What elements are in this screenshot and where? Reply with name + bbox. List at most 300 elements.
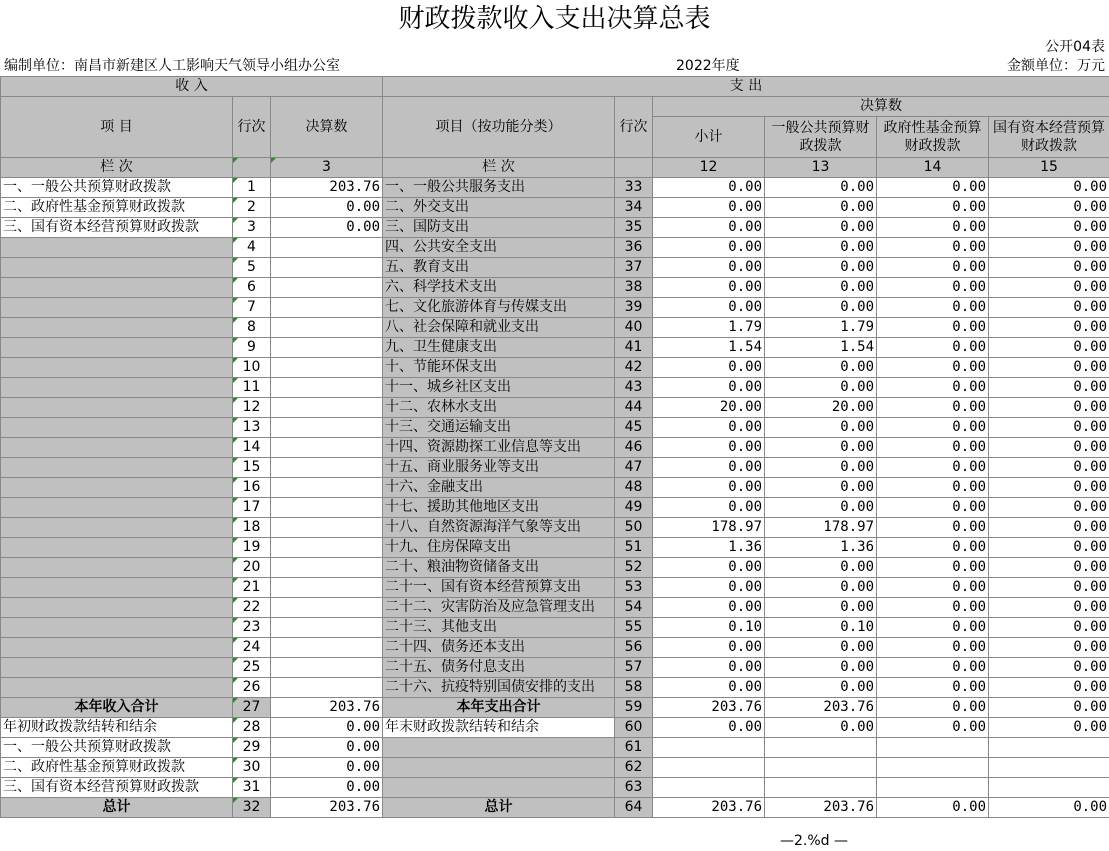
expense-value: 0.10 [653, 618, 765, 638]
income-amount: 203.76 [271, 178, 383, 198]
col-15: 15 [989, 158, 1109, 178]
expense-value: 178.97 [653, 518, 765, 538]
expense-value: 0.00 [765, 678, 877, 698]
expense-item: 二十一、国有资本经营预算支出 [383, 578, 615, 598]
row-no2-header: 行次 [615, 97, 653, 158]
expense-value [653, 738, 765, 758]
expense-value: 0.00 [765, 198, 877, 218]
expense-row-no: 48 [615, 478, 653, 498]
table-row [1, 238, 1109, 258]
expense-value: 0.00 [653, 558, 765, 578]
expense-value: 0.00 [765, 718, 877, 738]
expense-value: 0.00 [877, 658, 989, 678]
expense-row-no: 47 [615, 458, 653, 478]
table-row [1, 218, 1109, 238]
lanci-label: 栏 次 [1, 158, 233, 178]
expense-value [877, 758, 989, 778]
expense-item: 年末财政拨款结转和结余 [383, 718, 615, 738]
expense-value: 0.00 [877, 638, 989, 658]
expense-value: 0.00 [653, 718, 765, 738]
income-item: 三、国有资本经营预算财政拨款 [1, 218, 233, 238]
expense-item: 六、科学技术支出 [383, 278, 615, 298]
table-row [1, 338, 1109, 358]
expense-value: 0.00 [877, 258, 989, 278]
income-amount [271, 598, 383, 618]
expense-value: 0.00 [653, 298, 765, 318]
table-row [1, 318, 1109, 338]
expense-value: 0.00 [653, 178, 765, 198]
income-amount: 0.00 [271, 218, 383, 238]
report-year: 2022年度 [676, 58, 740, 74]
expense-item: 二十四、债务还本支出 [383, 638, 615, 658]
income-item [1, 438, 233, 458]
income-row-no: 26 [233, 678, 271, 698]
table-row [1, 698, 1109, 718]
expense-item: 二十六、抗疫特别国债安排的支出 [383, 678, 615, 698]
general-header: 一般公共预算财政拨款 [765, 117, 877, 158]
expense-row-no: 41 [615, 338, 653, 358]
expense-value: 0.00 [877, 478, 989, 498]
amount-header: 决算数 [271, 97, 383, 158]
row-no-header: 行次 [233, 97, 271, 158]
income-row-no: 24 [233, 638, 271, 658]
income-item [1, 498, 233, 518]
expense-value: 0.00 [765, 418, 877, 438]
income-item: 年初财政拨款结转和结余 [1, 718, 233, 738]
expense-value: 0.00 [765, 218, 877, 238]
expense-item: 八、社会保障和就业支出 [383, 318, 615, 338]
expense-item: 七、文化旅游体育与传媒支出 [383, 298, 615, 318]
expense-value: 0.00 [989, 478, 1109, 498]
expense-value: 0.00 [877, 178, 989, 198]
expense-value: 0.00 [653, 278, 765, 298]
expense-value: 0.00 [653, 218, 765, 238]
income-item: 二、政府性基金预算财政拨款 [1, 758, 233, 778]
page-title: 财政拨款收入支出决算总表 [398, 4, 711, 34]
expense-value: 0.00 [877, 218, 989, 238]
expense-value: 0.00 [877, 538, 989, 558]
expense-value: 0.00 [989, 698, 1109, 718]
expense-value: 20.00 [765, 398, 877, 418]
income-amount [271, 318, 383, 338]
table-row [1, 438, 1109, 458]
expense-value: 0.00 [765, 638, 877, 658]
expense-value: 0.00 [653, 418, 765, 438]
income-amount [271, 238, 383, 258]
expense-item [383, 778, 615, 798]
income-amount [271, 658, 383, 678]
expense-value: 0.00 [989, 678, 1109, 698]
expense-value: 0.00 [989, 418, 1109, 438]
expense-value: 0.00 [877, 378, 989, 398]
compiling-unit: 编制单位：南昌市新建区人工影响天气领导小组办公室 [4, 58, 340, 74]
expense-item: 二十二、灾害防治及应急管理支出 [383, 598, 615, 618]
state-header: 国有资本经营预算财政拨款 [989, 117, 1109, 158]
table-row [1, 378, 1109, 398]
income-row-no: 2 [233, 198, 271, 218]
expense-row-no: 45 [615, 418, 653, 438]
expense-item: 十八、自然资源海洋气象等支出 [383, 518, 615, 538]
income-item [1, 658, 233, 678]
expense-row-no: 60 [615, 718, 653, 738]
income-amount [271, 538, 383, 558]
expense-row-no: 46 [615, 438, 653, 458]
table-row [1, 778, 1109, 798]
expense-value: 0.00 [653, 498, 765, 518]
expense-value: 0.00 [989, 338, 1109, 358]
expense-value: 0.00 [989, 438, 1109, 458]
expense-value: 0.00 [877, 598, 989, 618]
expense-value: 0.00 [653, 598, 765, 618]
income-amount: 203.76 [271, 798, 383, 818]
income-row-no: 14 [233, 438, 271, 458]
expense-value: 203.76 [765, 698, 877, 718]
lanci-label-2: 栏 次 [383, 158, 615, 178]
expense-row-no: 33 [615, 178, 653, 198]
income-row-no: 1 [233, 178, 271, 198]
expense-value: 0.00 [653, 198, 765, 218]
income-item [1, 458, 233, 478]
expense-value: 0.00 [989, 218, 1109, 238]
income-row-no: 4 [233, 238, 271, 258]
expense-value: 0.00 [653, 258, 765, 278]
income-row-no: 9 [233, 338, 271, 358]
income-amount [271, 258, 383, 278]
expense-value: 0.00 [765, 278, 877, 298]
expense-header: 支 出 [383, 77, 1109, 97]
expense-value [765, 778, 877, 798]
expense-value: 0.00 [877, 338, 989, 358]
income-amount [271, 638, 383, 658]
table-row [1, 178, 1109, 198]
expense-row-no: 37 [615, 258, 653, 278]
expense-value: 0.00 [877, 578, 989, 598]
income-row-no: 27 [233, 698, 271, 718]
expense-value: 0.00 [765, 478, 877, 498]
expense-value: 0.00 [989, 458, 1109, 478]
expense-value: 0.00 [877, 418, 989, 438]
expense-value: 0.00 [653, 678, 765, 698]
expense-value: 0.00 [989, 258, 1109, 278]
expense-value: 0.00 [877, 678, 989, 698]
expense-item: 十七、援助其他地区支出 [383, 498, 615, 518]
expense-row-no: 64 [615, 798, 653, 818]
table-row [1, 198, 1109, 218]
table-row [1, 598, 1109, 618]
table-row [1, 298, 1109, 318]
expense-item [383, 758, 615, 778]
currency-unit: 金额单位：万元 [1007, 58, 1105, 74]
income-row-no: 21 [233, 578, 271, 598]
income-amount [271, 678, 383, 698]
expense-item: 三、国防支出 [383, 218, 615, 238]
income-row-no: 3 [233, 218, 271, 238]
expense-value: 0.00 [877, 698, 989, 718]
table-row [1, 418, 1109, 438]
income-item: 本年收入合计 [1, 698, 233, 718]
expense-row-no: 51 [615, 538, 653, 558]
expense-value [989, 758, 1109, 778]
expense-value: 0.00 [989, 238, 1109, 258]
table-row [1, 398, 1109, 418]
expense-value: 20.00 [653, 398, 765, 418]
expense-item: 十四、资源勘探工业信息等支出 [383, 438, 615, 458]
expense-value: 203.76 [765, 798, 877, 818]
table-row [1, 618, 1109, 638]
income-item: 一、一般公共预算财政拨款 [1, 178, 233, 198]
income-item [1, 478, 233, 498]
table-row [1, 518, 1109, 538]
expense-row-no: 39 [615, 298, 653, 318]
table-row [1, 278, 1109, 298]
expense-value: 0.00 [653, 238, 765, 258]
table-row [1, 538, 1109, 558]
expense-value: 0.00 [877, 318, 989, 338]
table-row [1, 358, 1109, 378]
expense-value: 0.00 [765, 498, 877, 518]
expense-value: 0.00 [765, 458, 877, 478]
col-3: 3 [271, 158, 383, 178]
income-amount: 0.00 [271, 778, 383, 798]
expense-value: 0.10 [765, 618, 877, 638]
table-row [1, 718, 1109, 738]
income-item [1, 578, 233, 598]
expense-value: 0.00 [989, 718, 1109, 738]
expense-item: 十、节能环保支出 [383, 358, 615, 378]
income-row-no: 15 [233, 458, 271, 478]
expense-value: 0.00 [765, 598, 877, 618]
income-amount [271, 478, 383, 498]
expense-value: 0.00 [765, 658, 877, 678]
income-amount [271, 618, 383, 638]
income-row-no: 16 [233, 478, 271, 498]
table-row [1, 798, 1109, 818]
income-amount [271, 358, 383, 378]
expense-item: 五、教育支出 [383, 258, 615, 278]
expense-row-no: 53 [615, 578, 653, 598]
income-row-no: 6 [233, 278, 271, 298]
expense-row-no: 36 [615, 238, 653, 258]
income-item [1, 318, 233, 338]
expense-value: 0.00 [989, 798, 1109, 818]
income-amount [271, 558, 383, 578]
expense-item: 九、卫生健康支出 [383, 338, 615, 358]
income-row-no: 22 [233, 598, 271, 618]
expense-value: 0.00 [989, 378, 1109, 398]
expense-value: 0.00 [653, 478, 765, 498]
table-row [1, 658, 1109, 678]
income-item [1, 598, 233, 618]
expense-value: 1.79 [765, 318, 877, 338]
expense-value: 0.00 [989, 398, 1109, 418]
expense-value: 0.00 [877, 278, 989, 298]
expense-value: 0.00 [989, 518, 1109, 538]
expense-value: 0.00 [877, 618, 989, 638]
income-item [1, 638, 233, 658]
income-row-no: 32 [233, 798, 271, 818]
income-header: 收 入 [1, 77, 383, 97]
expense-item: 四、公共安全支出 [383, 238, 615, 258]
expense-value: 0.00 [877, 718, 989, 738]
expense-value: 0.00 [765, 238, 877, 258]
income-item [1, 538, 233, 558]
expense-value: 0.00 [989, 298, 1109, 318]
expense-item: 二、外交支出 [383, 198, 615, 218]
income-amount [271, 438, 383, 458]
income-amount: 0.00 [271, 198, 383, 218]
expense-value: 0.00 [989, 558, 1109, 578]
income-amount: 0.00 [271, 718, 383, 738]
income-row-no: 12 [233, 398, 271, 418]
expense-row-no: 57 [615, 658, 653, 678]
expense-value: 0.00 [989, 498, 1109, 518]
income-row-no: 30 [233, 758, 271, 778]
func-item-header: 项目（按功能分类） [383, 97, 615, 158]
expense-value: 0.00 [877, 198, 989, 218]
income-amount [271, 498, 383, 518]
col-13: 13 [765, 158, 877, 178]
expense-row-no: 62 [615, 758, 653, 778]
expense-value: 0.00 [989, 198, 1109, 218]
table-row [1, 498, 1109, 518]
expense-value: 0.00 [989, 278, 1109, 298]
item-header: 项 目 [1, 97, 233, 158]
expense-row-no: 42 [615, 358, 653, 378]
income-amount: 0.00 [271, 758, 383, 778]
income-row-no: 29 [233, 738, 271, 758]
expense-item: 本年支出合计 [383, 698, 615, 718]
income-item [1, 558, 233, 578]
income-amount [271, 398, 383, 418]
expense-value: 1.54 [765, 338, 877, 358]
income-item [1, 398, 233, 418]
expense-value: 0.00 [653, 658, 765, 678]
income-item [1, 338, 233, 358]
expense-value [989, 778, 1109, 798]
expense-value: 203.76 [653, 698, 765, 718]
expense-item: 一、一般公共服务支出 [383, 178, 615, 198]
income-row-no: 31 [233, 778, 271, 798]
income-row-no: 28 [233, 718, 271, 738]
fund-header: 政府性基金预算财政拨款 [877, 117, 989, 158]
income-row-no: 8 [233, 318, 271, 338]
expense-item: 十九、住房保障支出 [383, 538, 615, 558]
expense-row-no: 34 [615, 198, 653, 218]
expense-value [765, 758, 877, 778]
expense-row-no: 55 [615, 618, 653, 638]
income-amount: 203.76 [271, 698, 383, 718]
expense-value: 0.00 [765, 438, 877, 458]
income-item [1, 618, 233, 638]
expense-item: 十五、商业服务业等支出 [383, 458, 615, 478]
expense-value [653, 778, 765, 798]
budget-table [0, 76, 1109, 818]
subtotal-header: 小计 [653, 117, 765, 158]
expense-row-no: 56 [615, 638, 653, 658]
final-header: 决算数 [653, 97, 1109, 117]
expense-value: 0.00 [989, 618, 1109, 638]
income-row-no: 20 [233, 558, 271, 578]
income-row-no: 5 [233, 258, 271, 278]
expense-row-no: 61 [615, 738, 653, 758]
expense-row-no: 38 [615, 278, 653, 298]
expense-row-no: 54 [615, 598, 653, 618]
income-item [1, 518, 233, 538]
income-amount [271, 458, 383, 478]
expense-value: 0.00 [877, 438, 989, 458]
table-row [1, 638, 1109, 658]
expense-value: 0.00 [765, 558, 877, 578]
expense-value: 0.00 [765, 578, 877, 598]
income-amount [271, 518, 383, 538]
expense-value [877, 738, 989, 758]
expense-value: 0.00 [877, 298, 989, 318]
expense-value [877, 778, 989, 798]
expense-value: 0.00 [877, 498, 989, 518]
income-item: 一、一般公共预算财政拨款 [1, 738, 233, 758]
expense-value: 0.00 [989, 578, 1109, 598]
expense-value: 0.00 [989, 598, 1109, 618]
income-item [1, 278, 233, 298]
expense-item: 十二、农林水支出 [383, 398, 615, 418]
income-amount [271, 278, 383, 298]
income-item [1, 298, 233, 318]
table-row [1, 678, 1109, 698]
income-amount: 0.00 [271, 738, 383, 758]
income-item [1, 418, 233, 438]
expense-value: 0.00 [877, 798, 989, 818]
expense-row-no: 35 [615, 218, 653, 238]
expense-value: 0.00 [765, 178, 877, 198]
income-amount [271, 578, 383, 598]
income-item [1, 358, 233, 378]
income-row-no: 11 [233, 378, 271, 398]
expense-value: 0.00 [989, 638, 1109, 658]
income-item: 三、国有资本经营预算财政拨款 [1, 778, 233, 798]
expense-value: 178.97 [765, 518, 877, 538]
expense-value: 0.00 [765, 358, 877, 378]
table-row [1, 558, 1109, 578]
expense-value: 1.54 [653, 338, 765, 358]
income-item: 二、政府性基金预算财政拨款 [1, 198, 233, 218]
expense-value: 0.00 [989, 318, 1109, 338]
expense-value: 1.36 [653, 538, 765, 558]
income-row-no: 25 [233, 658, 271, 678]
income-row-no: 10 [233, 358, 271, 378]
expense-row-no: 52 [615, 558, 653, 578]
expense-value: 0.00 [653, 458, 765, 478]
expense-value [989, 738, 1109, 758]
expense-value: 0.00 [989, 658, 1109, 678]
income-item [1, 678, 233, 698]
income-item [1, 238, 233, 258]
expense-value: 0.00 [653, 638, 765, 658]
income-row-no: 17 [233, 498, 271, 518]
income-row-no: 13 [233, 418, 271, 438]
income-row-no: 18 [233, 518, 271, 538]
income-amount [271, 338, 383, 358]
expense-value: 0.00 [989, 538, 1109, 558]
income-item: 总计 [1, 798, 233, 818]
expense-value: 0.00 [765, 258, 877, 278]
expense-value: 0.00 [989, 358, 1109, 378]
expense-value: 0.00 [765, 378, 877, 398]
expense-value: 0.00 [653, 358, 765, 378]
income-item [1, 258, 233, 278]
expense-row-no: 40 [615, 318, 653, 338]
income-row-no: 23 [233, 618, 271, 638]
expense-row-no: 50 [615, 518, 653, 538]
